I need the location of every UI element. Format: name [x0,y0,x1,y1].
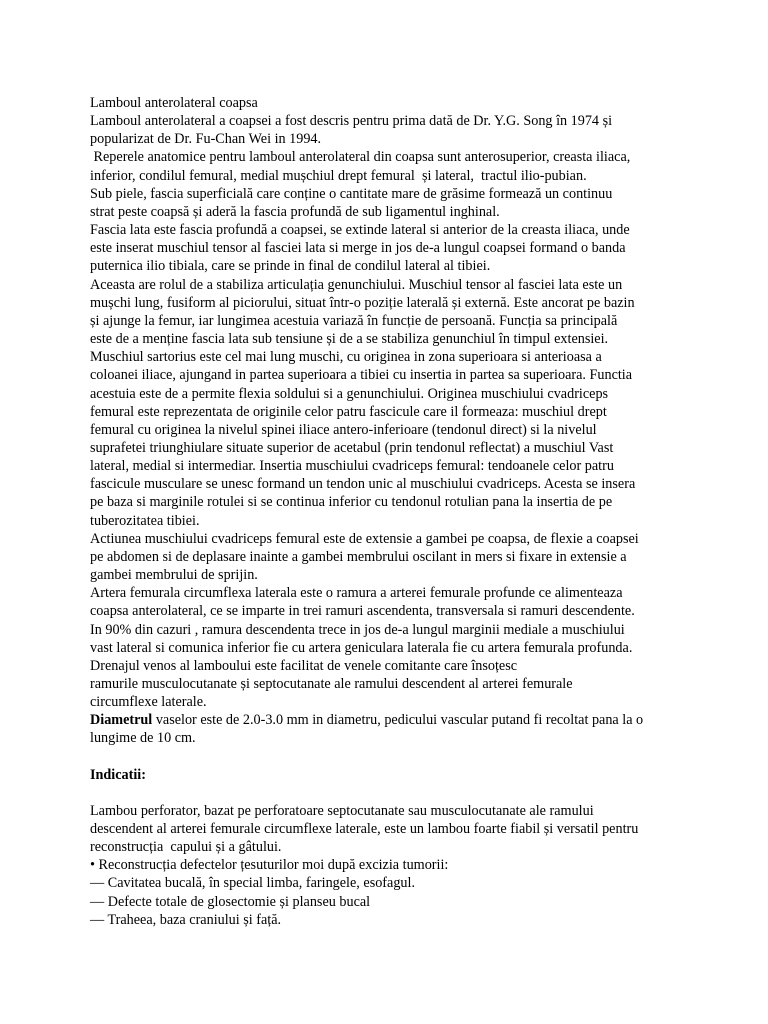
diameter-text: vaselor este de 2.0-3.0 mm in diametru, pedicului vascular putand fi recoltat pana la o [152,712,644,729]
text-line: Actiunea muschiului cvadriceps femural este de extensie a gambei pe coapsa, de flexie a coapsei [90,530,639,547]
text-line: mușchi lung, fusiform al piciorului, situat într-o poziție laterală și externă. Este ancorat pe bazin [90,294,635,311]
body-section-2 [90,802,728,929]
text-line: Fascia lata este fascia profundă a coapsei, se extinde lateral si anterior de la creasta iliaca, unde [90,222,630,239]
text-line: coloanei iliace, ajungand in partea superioara a tibiei cu insertia in partea sa superioara. Functia [90,367,633,384]
body-section-1 [90,112,728,711]
text-line: Artera femurala circumflexa laterala este o ramura a arterei femurale profunde ce alimenteaza [90,585,623,602]
text-line: circumflexe laterale. [90,694,207,711]
list-item: — Cavitatea bucală, în special limba, faringele, esofagul. [90,875,416,892]
text-line: reconstrucția capului și a gâtului. [90,839,282,856]
text-line: popularizat de Dr. Fu-Chan Wei in 1994. [90,131,322,148]
text-line: suprafetei triunghiulare situate superior de acetabul (prin tendonul reflectat) a muschiul Vast [90,439,614,456]
blank-line [90,748,728,766]
text-line: fascicule musculare se unesc formand un tendon unic al muschiului cvadriceps. Acesta se insera [90,476,636,493]
diameter-label: Diametrul [90,712,153,729]
text-line: acestuia este de a permite flexia soldului si a genunchiului. Originea muschiului cvadriceps [90,385,609,402]
text-line: este de a menține fascia lata sub tensiune și de a se stabiliza genunchiul în timpul extensiei. [90,331,609,348]
text-line: tuberozitatea tibiei. [90,512,200,529]
text-line: femural cu originea la nivelul spinei iliace antero-inferioare (tendonul direct) si la nivelul [90,421,597,438]
diameter-line [90,711,728,729]
text-line: Lamboul anterolateral a coapsei a fost descris pentru prima dată de Dr. Y.G. Song în 1974 și [90,113,613,130]
text-line: Sub piele, fascia superficială care conține o cantitate mare de grăsime formează un continuu [90,185,613,202]
text-line: Lambou perforator, bazat pe perforatoare septocutanate sau musculocutanate ale ramului [90,802,594,819]
text-line: inferior, condilul femural, medial mușchiul drept femural și lateral, tractul ilio-pubian. [90,167,587,184]
text-line: puternica ilio tibiala, care se prinde in final de condilul lateral al tibiei. [90,258,491,275]
text-line: vast lateral si comunica inferior fie cu artera geniculara laterala fie cu artera femurala profunda. [90,639,633,656]
list-item: • Reconstrucția defectelor țesuturilor moi după excizia tumorii: [90,857,449,874]
text-line: strat peste coapsă și aderă la fascia profundă de sub ligamentul inghinal. [90,203,500,220]
text-line: Reperele anatomice pentru lamboul anterolateral din coapsa sunt anterosuperior, creasta iliaca, [90,149,631,166]
text-line: lateral, medial si intermediar. Insertia muschiului cvadriceps femural: tendoanele celor patru [90,458,614,475]
blank-line [90,784,728,802]
text-line: ramurile musculocutanate și septocutanate ale ramului descendent al arterei femurale [90,676,573,692]
list-item: — Defecte totale de glosectomie și planseu bucal [90,893,371,910]
text-line: și ajunge la femur, iar lungimea acestuia variază în funcție de persoană. Funcția sa principală [90,312,618,329]
text-line: este inserat muschiul tensor al fasciei lata si merge in jos de-a lungul coapsei formand o banda [90,240,626,257]
text-line: femural este reprezentata de originile celor patru fascicule care il formeaza: muschiul drept [90,403,607,420]
text-line: pe baza si marginile rotulei si se continua inferior cu tendonul rotulian pana la insertia de pe [90,494,613,511]
text-line: Drenajul venos al lamboului este facilitat de venele comitante care însoțesc [90,657,518,674]
text-line: coapsa anterolateral, ce se imparte in trei ramuri ascendenta, transversala si ramuri descendente. [90,603,635,620]
list-item: — Traheea, baza craniului și față. [90,911,282,928]
text-line: lungime de 10 cm. [90,730,196,747]
indications-heading: Indicatii: [90,766,146,783]
text-line: Muschiul sartorius este cel mai lung muschi, cu originea in zona superioara si anterioasa a [90,349,602,366]
text-line: pe abdomen si de deplasare inainte a gambei membrului oscilant in mers si fixare in extensie a [90,548,627,565]
text-line: In 90% din cazuri , ramura descendenta trece in jos de-a lungul marginii mediale a muschiului [90,621,625,638]
text-line: gambei membrului de sprijin. [90,567,258,584]
text-line: Aceasta are rolul de a stabiliza articulația genunchiului. Muschiul tensor al fasciei lata este un [90,276,623,293]
document-title: Lamboul anterolateral coapsa [90,95,258,111]
text-line: descendent al arterei femurale circumflexe laterale, este un lambou foarte fiabil și versatil pentru [90,820,639,837]
